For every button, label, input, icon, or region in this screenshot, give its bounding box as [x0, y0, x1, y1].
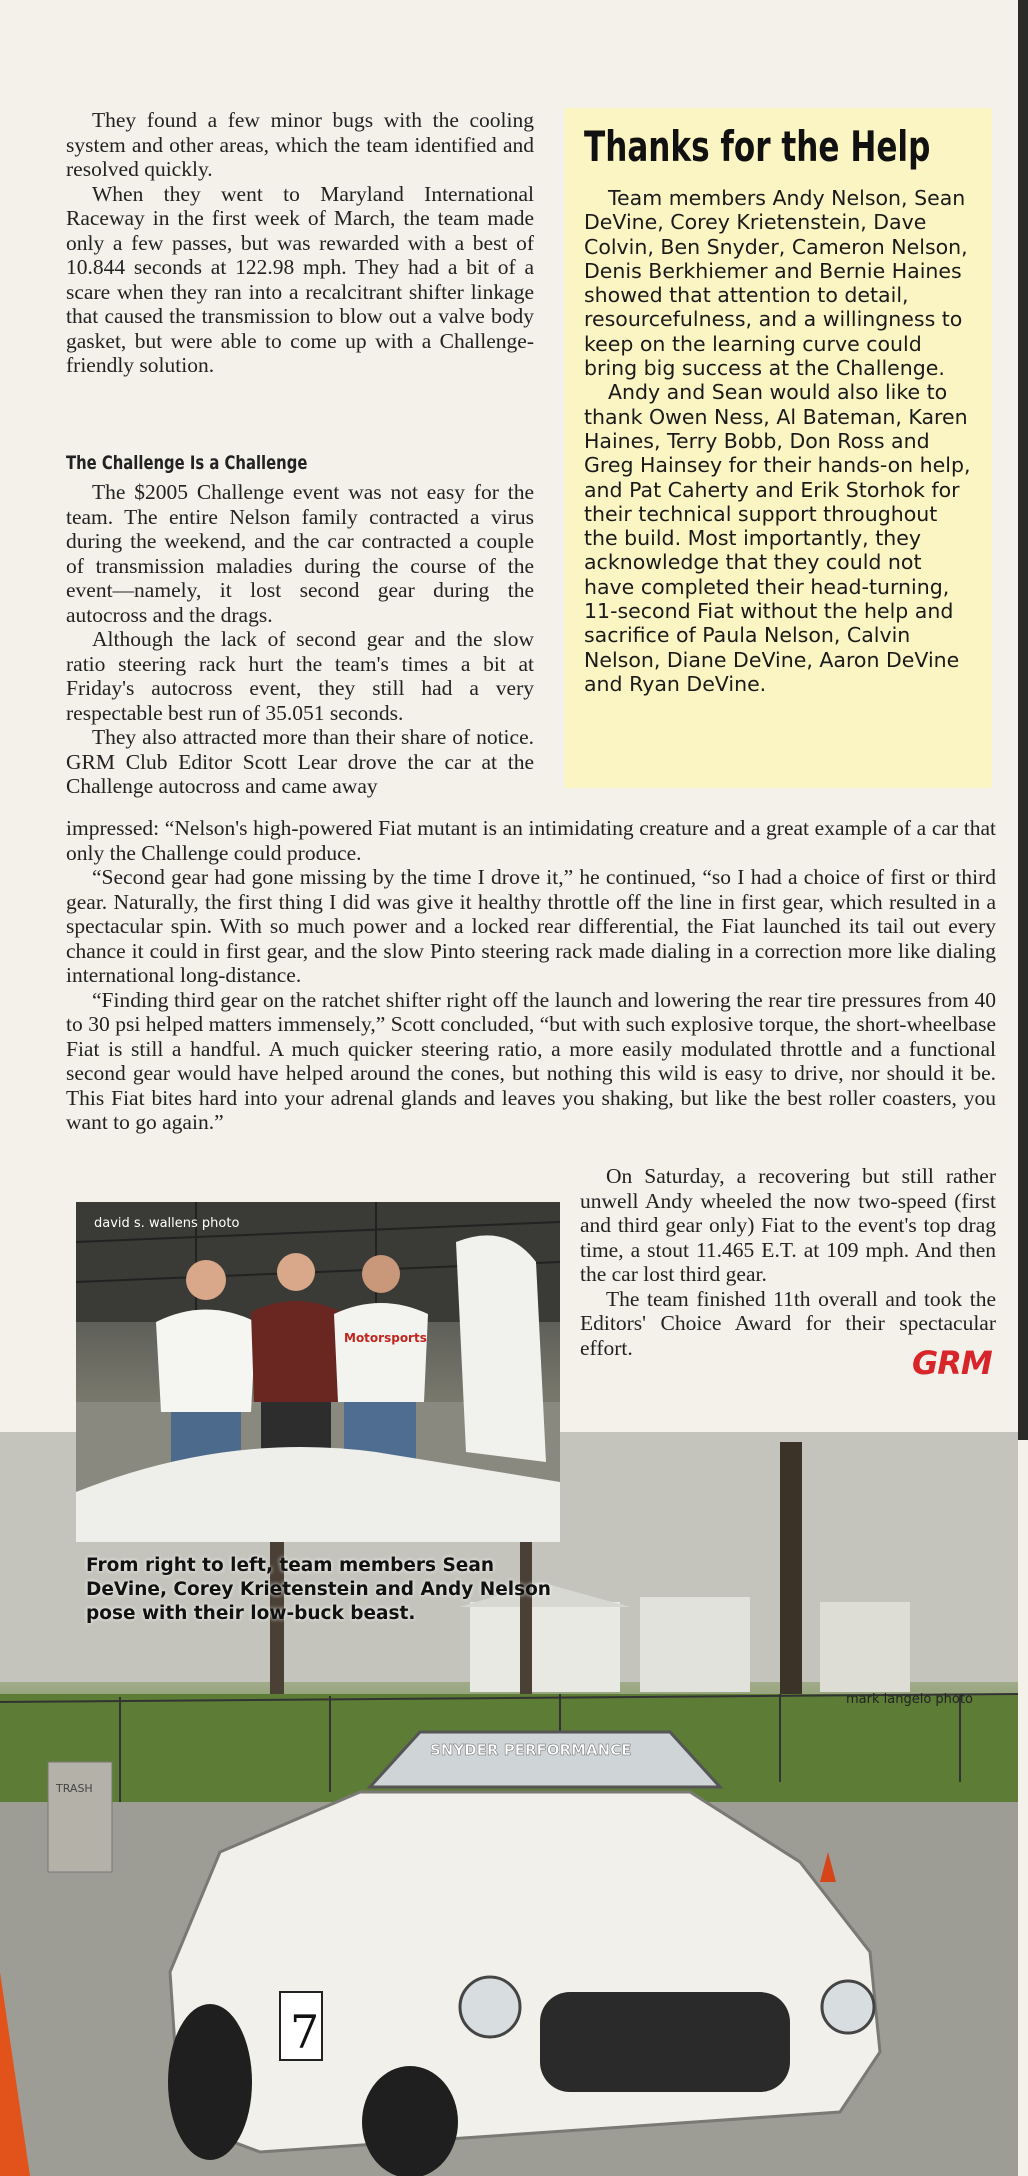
tire — [168, 2004, 252, 2160]
grm-logo: GRM — [912, 1344, 992, 1382]
headlight — [460, 1977, 520, 2037]
article-column-1-continued — [66, 480, 534, 799]
article-paragraph: They found a few minor bugs with the cooling system and other areas, which the team identified and resolved quickly. — [66, 108, 534, 181]
sidebar-title: Thanks for the Help — [584, 122, 931, 171]
section-subhead: The Challenge Is a Challenge — [66, 452, 308, 474]
team-photo-illustration — [76, 1202, 560, 1542]
article-paragraph: The $2005 Challenge event was not easy for the team. The entire Nelson family contracted a virus during the weekend, and the car contracted a couple of transmission maladies during the course of the event—namely, it lost second gear during the autocross and the drags. — [66, 480, 534, 627]
car-action-photo — [0, 1432, 1018, 2176]
sidebar-paragraph: Team members Andy Nelson, Sean DeVine, Corey Krietenstein, Dave Colvin, Ben Snyder, Cameron Nelson, Denis Berkhiemer and Bernie Haines showed that attention to detail, resourcefulness, and a willingness to keep on the learning curve could bring big success at the Challenge. — [584, 186, 968, 381]
tire — [362, 2066, 458, 2176]
team-photo-caption: From right to left, team members Sean DeVine, Corey Krietenstein and Andy Nelson pose with their low-buck beast. — [86, 1555, 551, 1624]
article-column-1 — [66, 108, 534, 378]
trash-can — [48, 1762, 112, 1872]
article-paragraph: When they went to Maryland International Raceway in the first week of March, the team made only a few passes, but was rewarded with a best of 10.844 seconds at 122.98 mph. They had a bit of a scare when they ran into a recalcitrant shifter linkage that caused the transmission to blow out a valve body gasket, but were able to come up with a Challenge-friendly solution. — [66, 181, 534, 377]
team-photo — [76, 1202, 560, 1542]
sidebar-paragraph: Andy and Sean would also like to thank Owen Ness, Al Bateman, Karen Haines, Terry Bobb, Don Ross and Greg Hainsey for their hands-on help, and Pat Caherty and Erik Storhok for their technical support throughout the build. Most importantly, they acknowledge that they could not have completed their head-turning, 11-second Fiat without the help and sacrifice of Paula Nelson, Calvin Nelson, Diane DeVine, Aaron DeVine and Ryan DeVine. — [584, 380, 971, 696]
article-paragraph: “Finding third gear on the ratchet shifter right off the launch and lowering the rear tire pressures from 40 to 30 psi helped matters immensely,” Scott concluded, “but with such explosive torque, the short-wheelbase Fiat is still a handful. A much quicker steering ratio, a more easily modulated throttle and a functional second gear would have helped around the cones, but nothing this wild is easy to drive, nor should it be. This Fiat bites hard into your adrenal glands and leaves you shaking, but like the best roller coasters, you want to go again.” — [66, 987, 996, 1134]
thanks-sidebar — [564, 108, 992, 788]
sidebar-body — [584, 186, 976, 696]
car-photo-illustration — [0, 1432, 1018, 2176]
page-spine-shadow — [1018, 0, 1028, 1440]
building — [640, 1597, 750, 1692]
article-column-2 — [580, 1164, 996, 1360]
article-paragraph: On Saturday, a recovering but still rather unwell Andy wheeled the now two-speed (first and third gear only) Fiat to the event's top drag time, a stout 11.465 E.T. at 109 mph. And then the car lost third gear. — [580, 1164, 996, 1286]
article-paragraph: The team finished 11th overall and took the Editors' Choice Award for their spectacular effort. — [580, 1286, 996, 1360]
building — [820, 1602, 910, 1692]
car-photo-credit: mark langelo photo — [846, 1692, 973, 1707]
article-paragraph: Although the lack of second gear and the slow ratio steering rack hurt the team's times a bit at Friday's autocross event, they still had a very respectable best run of 35.051 seconds. — [66, 627, 534, 725]
headlight — [822, 1981, 874, 2033]
article-paragraph: impressed: “Nelson's high-powered Fiat mutant is an intimidating creature and a great example of a car that only the Challenge could produce. — [66, 816, 996, 865]
article-paragraph: They also attracted more than their share of notice. GRM Club Editor Scott Lear drove the car at the Challenge autocross and came away — [66, 725, 534, 798]
trash-label: TRASH — [56, 1782, 93, 1795]
car-number: 7 — [290, 2005, 320, 2059]
article-paragraph: “Second gear had gone missing by the time I drove it,” he continued, “so I had a choice of first or third gear. Naturally, the first thing I did was give it healthy throttle off the line in first gear, which resulted in a spectacular spin. With so much power and a locked rear differential, the Fiat launched its tail out every chance it could in first gear, and the slow Pinto steering rack made dialing in a correction more like dialing international long-distance. — [66, 865, 996, 987]
tshirt-logo: Motorsports — [344, 1331, 427, 1345]
car-grille — [540, 1992, 790, 2092]
article-wide-text — [66, 816, 996, 1135]
tree-trunk — [780, 1442, 802, 1702]
team-photo-credit: david s. wallens photo — [94, 1216, 240, 1231]
windshield-banner: SNYDER PERFORMANCE — [430, 1741, 632, 1759]
open-hood — [456, 1235, 546, 1462]
